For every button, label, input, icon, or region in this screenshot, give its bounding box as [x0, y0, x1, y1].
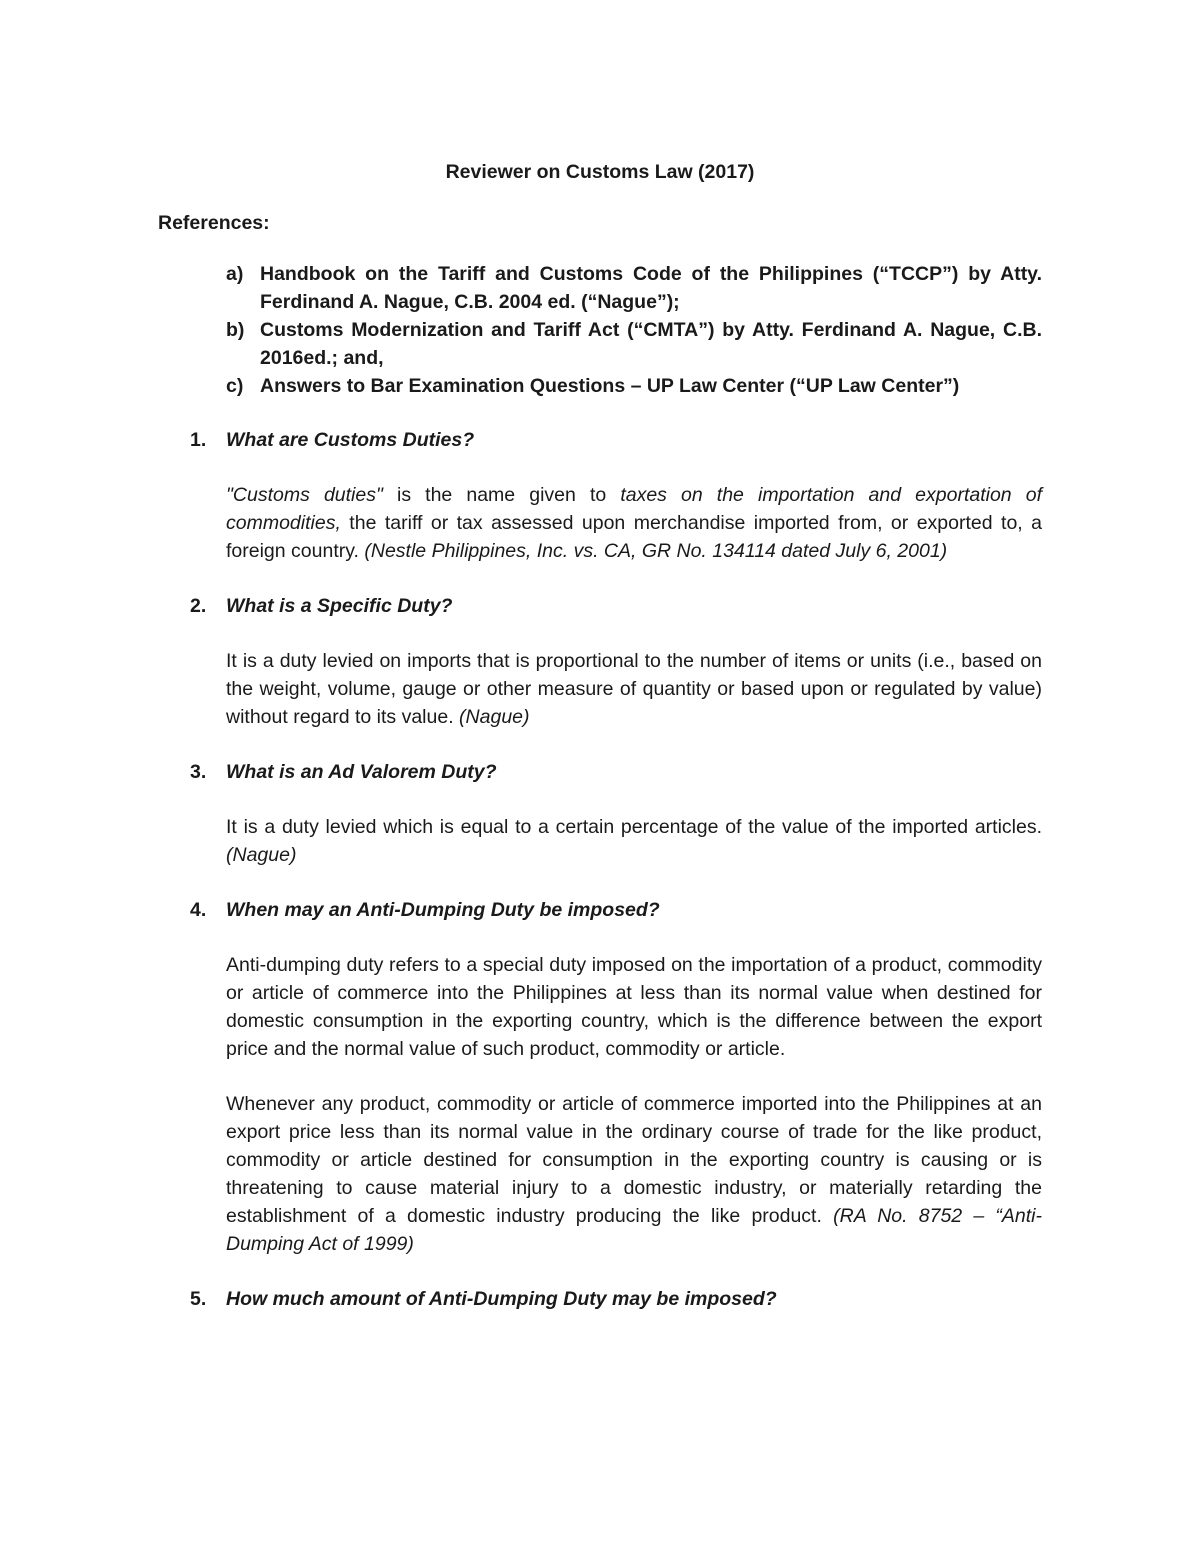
- question-block: [190, 758, 1042, 869]
- question-number: 2.: [190, 595, 207, 617]
- answer-citation: (RA No. 8752 – “Anti-Dumping Act of 1999): [226, 1205, 1042, 1255]
- question-list: [190, 426, 1042, 1340]
- answer-emphasis: taxes on the importation and exportation of commodities,: [226, 484, 1043, 534]
- answer-term: "Customs duties": [226, 484, 383, 506]
- reference-text: Customs Modernization and Tariff Act (“CMTA”) by Atty. Ferdinand A. Nague, C.B. 2016ed.; and,: [260, 319, 1042, 369]
- reference-text: Handbook on the Tariff and Customs Code of the Philippines (“TCCP”) by Atty. Ferdinand A. Nague, C.B. 2004 ed. (“Nague”);: [260, 263, 1042, 313]
- question-heading: [190, 896, 1042, 924]
- reference-letter: c): [226, 375, 244, 397]
- answer-paragraph: [190, 813, 1042, 869]
- question-heading: [190, 426, 1042, 454]
- references-heading: References:: [158, 212, 270, 234]
- question-block: [190, 592, 1042, 731]
- question-heading: [190, 758, 1042, 786]
- answer-citation: (Nestle Philippines, Inc. vs. CA, GR No. 134114 dated July 6, 2001): [364, 540, 948, 562]
- question-heading: [190, 1285, 1042, 1313]
- answer-text: is the name given to: [382, 484, 621, 506]
- question-text: How much amount of Anti-Dumping Duty may be imposed?: [226, 1288, 777, 1310]
- question-text: What is an Ad Valorem Duty?: [226, 761, 497, 783]
- answer-text: the tariff or tax assessed upon merchandise imported from, or exported to, a foreign country.: [226, 512, 1042, 562]
- reference-text: Answers to Bar Examination Questions – UP Law Center (“UP Law Center”): [260, 375, 960, 397]
- question-block: [190, 896, 1042, 1258]
- question-block: [190, 1285, 1042, 1313]
- question-text: What is a Specific Duty?: [226, 595, 453, 617]
- question-text: When may an Anti-Dumping Duty be imposed?: [226, 899, 660, 921]
- answer-text: Whenever any product, commodity or article of commerce imported into the Philippines at an export price less than its normal value in the ordinary course of trade for the like product, commodity or article destined for consumption in the exporting country is causing or is threatening to cause material injury to a domestic industry, or materially retarding the establishment of a domestic industry producing the like product.: [226, 1093, 1042, 1227]
- question-block: [190, 426, 1042, 565]
- reference-item: [226, 316, 1042, 372]
- question-number: 4.: [190, 899, 207, 921]
- question-heading: [190, 592, 1042, 620]
- question-number: 1.: [190, 429, 207, 451]
- reference-letter: b): [226, 319, 245, 341]
- references-list: [226, 260, 1042, 400]
- answer-text: It is a duty levied on imports that is proportional to the number of items or units (i.e., based on the weight, volume, gauge or other measure of quantity or based upon or regulated by value) without regard to its value.: [226, 650, 1042, 728]
- question-text: What are Customs Duties?: [226, 429, 475, 451]
- answer-paragraph: [190, 1090, 1042, 1258]
- answer-paragraph: [190, 647, 1042, 731]
- reference-letter: a): [226, 263, 244, 285]
- answer-paragraph: [190, 951, 1042, 1063]
- reference-item: [226, 372, 1042, 400]
- reference-item: [226, 260, 1042, 316]
- answer-text: It is a duty levied which is equal to a certain percentage of the value of the imported articles.: [226, 816, 1042, 838]
- question-number: 5.: [190, 1288, 207, 1310]
- answer-citation: (Nague): [459, 706, 530, 728]
- question-number: 3.: [190, 761, 207, 783]
- answer-paragraph: [190, 481, 1042, 565]
- document-title: Reviewer on Customs Law (2017): [445, 161, 755, 183]
- answer-text: Anti-dumping duty refers to a special duty imposed on the importation of a product, commodity or article of commerce into the Philippines at less than its normal value when destined for domestic consumption in the exporting country, which is the difference between the export price and the normal value of such product, commodity or article.: [226, 954, 1042, 1060]
- answer-citation: (Nague): [226, 844, 297, 866]
